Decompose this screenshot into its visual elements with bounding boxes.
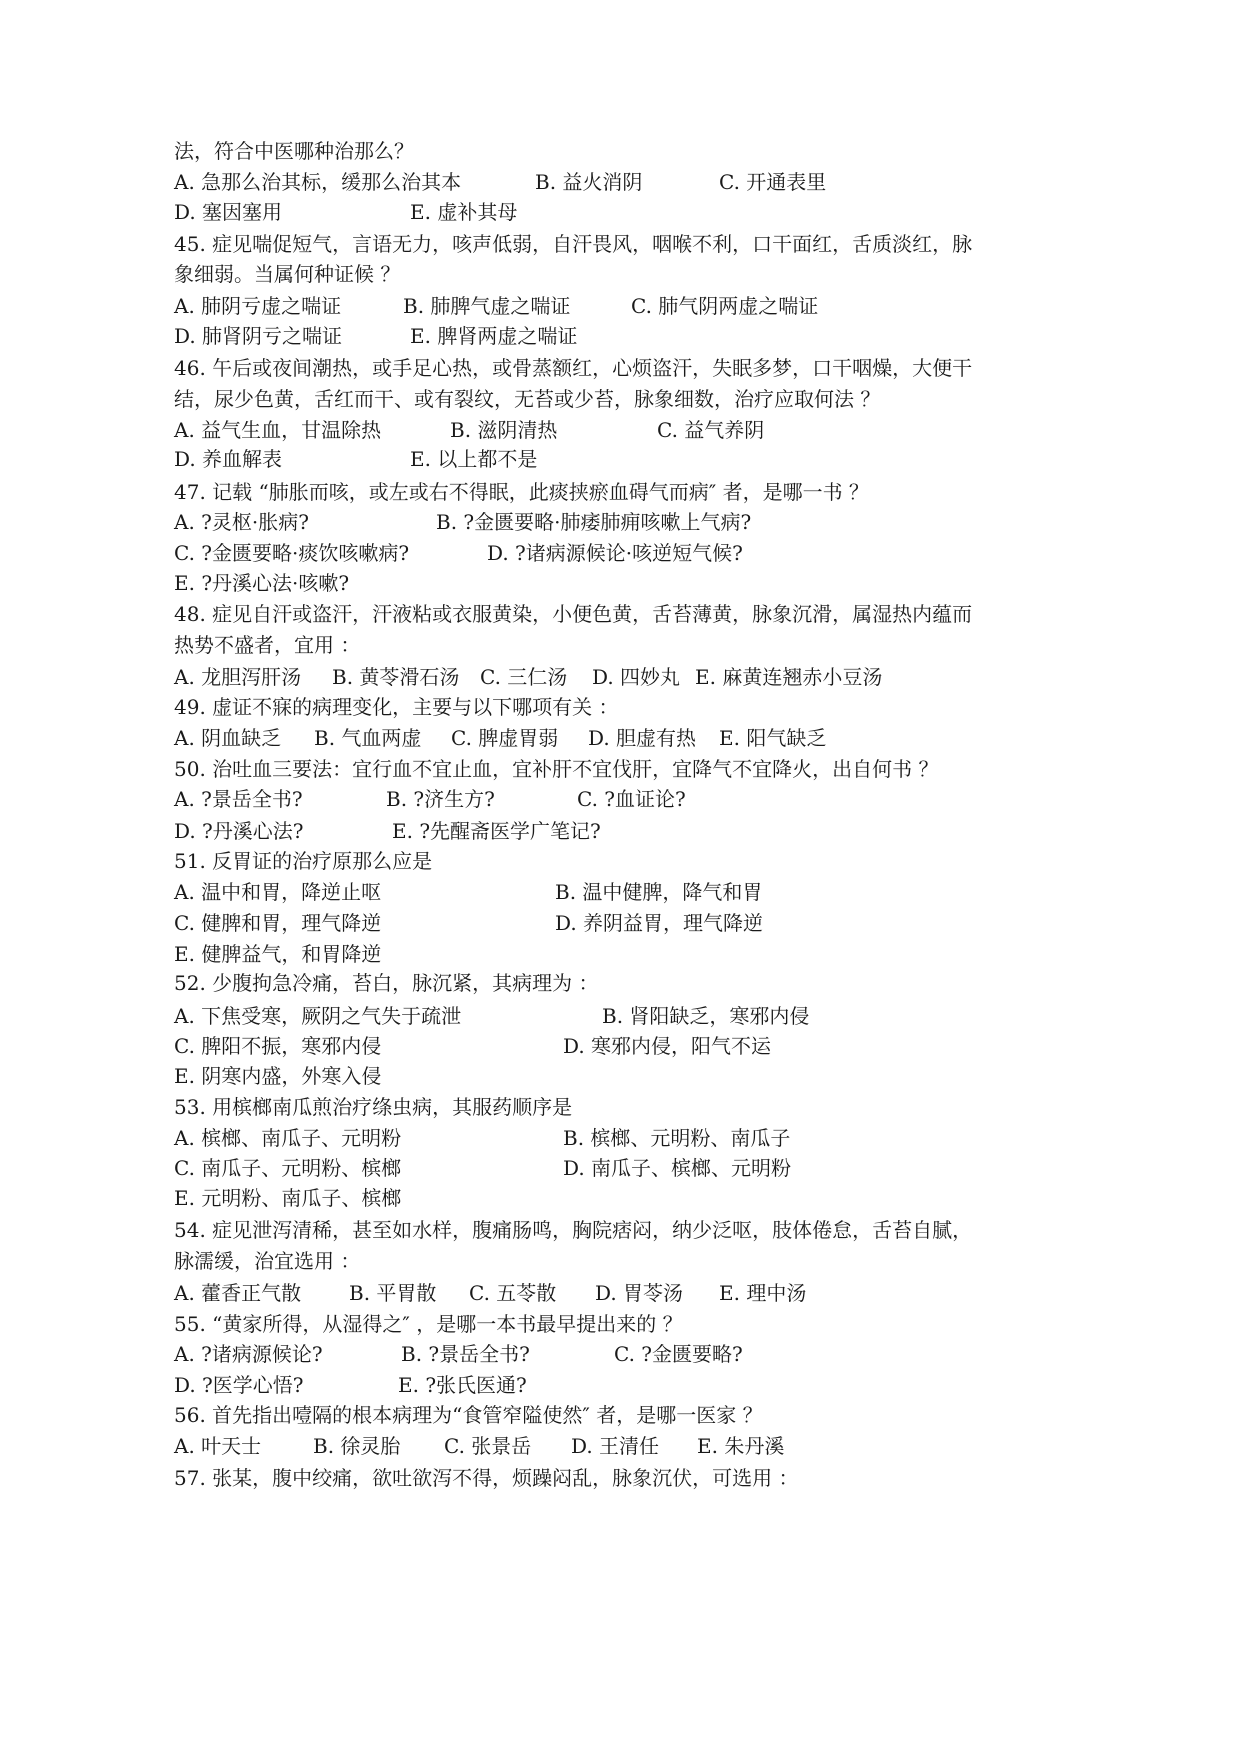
text-line: 象细弱。当属何种证候 ？ xyxy=(174,262,401,286)
option-text: C. ?血证论? xyxy=(577,787,686,811)
option-text: D. 养血解表 xyxy=(174,447,283,471)
text-line: E. 阴寒内盛，外寒入侵 xyxy=(174,1064,382,1088)
option-text: A. ?诸病源候论? xyxy=(174,1342,323,1366)
text-line: 50. 治吐血三要法：宜行血不宜止血，宜补肝不宜伐肝，宜降气不宜降火，出自何书 ？ xyxy=(174,757,939,781)
text-line: 46. 午后或夜间潮热，或手足心热，或骨蒸额红，心烦盗汗，失眠多梦，口干咽燥，大便干 xyxy=(174,356,973,380)
option-text: E. 麻黄连翘赤小豆汤 xyxy=(695,665,883,689)
option-text: B. 气血两虚 xyxy=(314,726,422,750)
option-text: A. 肺阴亏虚之喘证 xyxy=(174,294,342,318)
text-line: 法，符合中医哪种治那么？ xyxy=(174,139,414,163)
option-text: C. 三仁汤 xyxy=(480,665,568,689)
text-line: 55. “黄家所得，从湿得之″ ，是哪一本书最早提出来的 ？ xyxy=(174,1312,683,1336)
option-text: D. 肺肾阴亏之喘证 xyxy=(174,324,343,348)
text-line: 54. 症见泄泻清稀，甚至如水样，腹痛肠鸣，胸院痞闷，纳少泛呕，肢体倦怠，舌苔自腻， xyxy=(174,1218,973,1242)
option-text: C. 脾虚胃弱 xyxy=(451,726,559,750)
option-text: B. ?金匮要略·肺痿肺痈咳嗽上气病? xyxy=(436,510,752,534)
option-text: B. 滋阴清热 xyxy=(450,418,558,442)
text-line: 脉濡缓，治宜选用 ： xyxy=(174,1249,361,1273)
option-text: B. 槟榔、元明粉、南瓜子 xyxy=(563,1126,791,1150)
text-line: 49. 虚证不寐的病理变化，主要与以下哪项有关 ： xyxy=(174,695,619,719)
text-line: E. ?丹溪心法·咳嗽? xyxy=(174,571,350,595)
text-line: 51. 反胃证的治疗原那么应是 xyxy=(174,849,433,873)
text-line: 57. 张某，腹中绞痛，欲吐欲泻不得，烦躁闷乱，脉象沉伏，可选用 ： xyxy=(174,1466,799,1490)
text-line: 56. 首先指出噎隔的根本病理为“食管窄隘使然″ 者，是哪一医家 ？ xyxy=(174,1403,763,1427)
text-line: 53. 用槟榔南瓜煎治疗绦虫病，其服药顺序是 xyxy=(174,1095,573,1119)
option-text: A. ?灵枢·胀病? xyxy=(174,510,309,534)
option-text: B. 益火消阴 xyxy=(535,170,643,194)
option-text: B. 温中健脾，降气和胃 xyxy=(555,880,763,904)
option-text: D. ?医学心悟? xyxy=(174,1373,304,1397)
option-text: D. 胆虚有热 xyxy=(588,726,697,750)
option-text: B. 平胃散 xyxy=(349,1281,437,1305)
option-text: E. 脾肾两虚之喘证 xyxy=(410,324,578,348)
text-line: 结，尿少色黄，舌红而干、或有裂纹，无苔或少苔，脉象细数，治疗应取何法 ？ xyxy=(174,387,881,411)
option-text: B. ?济生方? xyxy=(386,787,495,811)
option-text: E. 虚补其母 xyxy=(410,200,518,224)
text-line: 48. 症见自汗或盗汗，汗液粘或衣服黄染，小便色黄，舌苔薄黄，脉象沉滑，属湿热内蕴而 xyxy=(174,602,973,626)
option-text: C. 开通表里 xyxy=(719,170,827,194)
option-text: E. 理中汤 xyxy=(719,1281,807,1305)
option-text: B. 黄苓滑石汤 xyxy=(332,665,460,689)
option-text: C. 益气养阴 xyxy=(657,418,765,442)
option-text: C. 五苓散 xyxy=(469,1281,557,1305)
option-text: E. 阳气缺乏 xyxy=(719,726,827,750)
text-line: E. 健脾益气，和胃降逆 xyxy=(174,942,382,966)
option-text: D. 四妙丸 xyxy=(592,665,681,689)
option-text: C. 张景岳 xyxy=(444,1434,532,1458)
option-text: E. ?张氏医通? xyxy=(398,1373,527,1397)
option-text: D. 王清任 xyxy=(571,1434,660,1458)
option-text: D. 寒邪内侵，阳气不运 xyxy=(563,1034,772,1058)
option-text: A. 槟榔、南瓜子、元明粉 xyxy=(174,1126,402,1150)
option-text: C. ?金匮要略? xyxy=(614,1342,743,1366)
option-text: B. 肺脾气虚之喘证 xyxy=(403,294,571,318)
option-text: E. 朱丹溪 xyxy=(697,1434,785,1458)
option-text: D. 南瓜子、槟榔、元明粉 xyxy=(563,1156,792,1180)
text-line: 47. 记载 “肺胀而咳，或左或右不得眠，此痰挟瘀血碍气而病″ 者，是哪一书 ？ xyxy=(174,480,869,504)
option-text: C. 南瓜子、元明粉、槟榔 xyxy=(174,1156,402,1180)
option-text: A. 益气生血，甘温除热 xyxy=(174,418,382,442)
option-text: A. ?景岳全书? xyxy=(174,787,303,811)
option-text: D. ?丹溪心法? xyxy=(174,819,304,843)
option-text: A. 叶天士 xyxy=(174,1434,262,1458)
option-text: A. 温中和胃，降逆止呕 xyxy=(174,880,382,904)
text-line: 52. 少腹拘急冷痛，苔白，脉沉紧，其病理为 ： xyxy=(174,971,599,995)
option-text: A. 龙胆泻肝汤 xyxy=(174,665,302,689)
text-line: 热势不盛者，宜用 ： xyxy=(174,633,361,657)
option-text: D. 胃苓汤 xyxy=(595,1281,684,1305)
option-text: C. 肺气阴两虚之喘证 xyxy=(631,294,819,318)
text-line: 45. 症见喘促短气，言语无力，咳声低弱，自汗畏风，咽喉不利，口干面红，舌质淡红，脉 xyxy=(174,232,973,256)
option-text: D. 养阴益胃，理气降逆 xyxy=(555,911,764,935)
option-text: E. 以上都不是 xyxy=(410,447,538,471)
option-text: B. 徐灵胎 xyxy=(313,1434,401,1458)
text-line: E. 元明粉、南瓜子、槟榔 xyxy=(174,1186,402,1210)
option-text: E. ?先醒斋医学广笔记? xyxy=(392,819,601,843)
option-text: D. 塞因塞用 xyxy=(174,200,283,224)
option-text: C. ?金匮要略·痰饮咳嗽病? xyxy=(174,541,410,565)
option-text: C. 健脾和胃，理气降逆 xyxy=(174,911,382,935)
option-text: C. 脾阳不振，寒邪内侵 xyxy=(174,1034,382,1058)
option-text: A. 阴血缺乏 xyxy=(174,726,282,750)
option-text: B. ?景岳全书? xyxy=(401,1342,530,1366)
option-text: D. ?诸病源候论·咳逆短气候? xyxy=(487,541,743,565)
option-text: A. 急那么治其标，缓那么治其本 xyxy=(174,170,462,194)
option-text: A. 下焦受寒，厥阴之气失于疏泄 xyxy=(174,1004,462,1028)
option-text: B. 肾阳缺乏，寒邪内侵 xyxy=(602,1004,810,1028)
option-text: A. 藿香正气散 xyxy=(174,1281,302,1305)
